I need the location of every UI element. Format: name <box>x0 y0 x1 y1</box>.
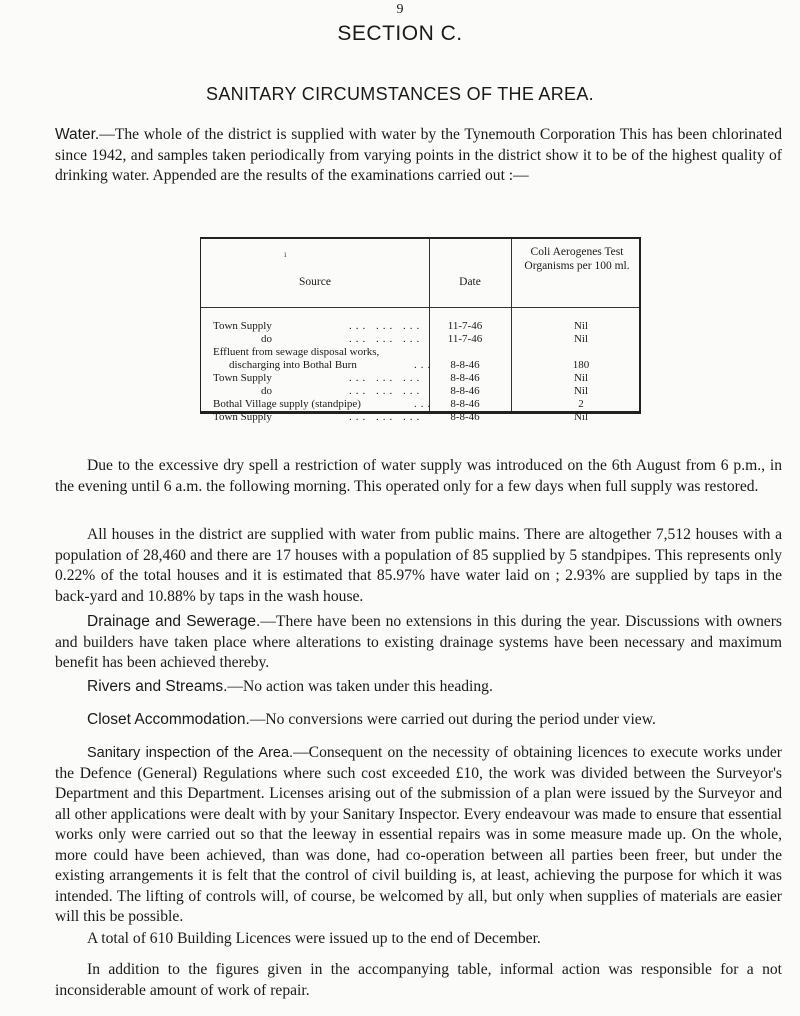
rivers-text: —No action was taken under this heading. <box>227 678 493 695</box>
water-heading: Water. <box>55 126 100 143</box>
header-coli: Coli Aerogenes Test Organisms per 100 ml. <box>524 246 630 272</box>
rivers-heading: Rivers and Streams. <box>87 678 228 695</box>
table-row <box>201 320 639 334</box>
cell-source: Effluent from sewage disposal works, <box>213 346 380 358</box>
table-row <box>201 346 639 360</box>
drainage-heading: Drainage and Sewerage. <box>87 613 261 630</box>
sanitary-text: —Consequent on the necessity of obtaining licences to execute works under the Defence (General) Regulations where such cost exceeded £10, the work was divided between the Surveyor's Department and this Department. Licenses arising out of the submission of a plan were issued by the Surveyor and all other applications were dealt with by your Sanitary Inspector. Every endeavour was made to ensure that essential works only were carried out so that the leeway in essential repairs was in some measure made up. On the whole, more could have been achieved, than was done, had co-operation between all parties been freer, but under the existing arrangements it is felt that the control of civil building is, at least, achieving the purpose for which it was intended. The lifting of controls will, of course, be welcomed by all, but only when supplies of materials are easier will this be possible. <box>55 744 782 925</box>
cell-source: Town Supply <box>213 411 272 423</box>
rivers-paragraph <box>55 677 782 698</box>
table-row <box>201 359 639 373</box>
informal-action-paragraph: In addition to the figures given in the accompanying table, informal action was responsible for a not inconsiderable amount of work of repair. <box>55 961 782 999</box>
table-row <box>201 372 639 386</box>
cell-date: 11-7-46 <box>447 333 483 345</box>
water-results-table <box>200 237 641 423</box>
cell-result: Nil <box>573 385 589 397</box>
cell-date: 11-7-46 <box>447 320 483 332</box>
water-paragraph <box>55 125 782 187</box>
table-header-rule <box>201 307 639 308</box>
cell-source: Town Supply <box>213 372 272 384</box>
section-subtitle: SANITARY CIRCUMSTANCES OF THE AREA. <box>206 84 594 104</box>
cell-result: Nil <box>573 372 589 384</box>
cell-date: 8-8-46 <box>450 411 480 423</box>
cell-result: Nil <box>573 333 589 345</box>
cell-source: Town Supply <box>213 320 272 332</box>
cell-date: 8-8-46 <box>450 385 480 397</box>
sanitary-paragraph <box>55 743 782 928</box>
drainage-paragraph <box>55 612 782 674</box>
cell-result: Nil <box>573 320 589 332</box>
closet-paragraph <box>55 710 782 731</box>
table-row <box>201 333 639 347</box>
closet-heading: Closet Accommodation. <box>87 711 250 728</box>
table-row <box>201 411 639 425</box>
table-row <box>201 398 639 412</box>
section-title: SECTION C. <box>337 22 463 45</box>
header-source: Source <box>299 276 331 288</box>
leader-dots: ... ... ... <box>349 333 424 345</box>
table-row <box>201 385 639 399</box>
sanitary-heading: Sanitary inspection of the Area. <box>87 745 294 761</box>
header-date: Date <box>459 276 481 288</box>
leader-dots: ... <box>414 359 435 371</box>
closet-text: —No conversions were carried out during the period under view. <box>249 711 656 728</box>
cell-source: do <box>261 385 272 397</box>
leader-dots: ... ... ... <box>349 320 424 332</box>
cell-date: 8-8-46 <box>450 359 480 371</box>
dry-spell-paragraph: Due to the excessive dry spell a restriction of water supply was introduced on the 6th August from 6 p.m., in the evening until 6 a.m. the following morning. This operated only for a few days when full supply was restored. <box>55 457 782 495</box>
houses-paragraph: All houses in the district are supplied with water from public mains. There are altogether 7,512 houses with a population of 28,460 and there are 17 houses with a population of 85 supplied by 5 standpipes. This represents only 0.22% of the total houses and it is estimated that 85.97% have water laid on ; 2.93% are supplied by taps in the back-yard and 10.88% by taps in the wash house. <box>55 526 782 605</box>
leader-dots: ... ... ... <box>349 385 424 397</box>
leader-dots: ... ... ... <box>349 372 424 384</box>
cell-date: 8-8-46 <box>450 372 480 384</box>
cell-source: discharging into Bothal Burn <box>229 359 357 371</box>
cell-result: 2 <box>578 398 584 410</box>
tick-mark: ı <box>284 249 287 259</box>
leader-dots: ... <box>414 398 435 410</box>
cell-source: Bothal Village supply (standpipe) <box>213 398 361 410</box>
cell-result: 180 <box>572 359 590 371</box>
water-text: —The whole of the district is supplied with water by the Tynemouth Corporation This has been chlorinated since 1942, and samples taken periodically from varying points in the district show it to be of the highest quality of drinking water. Appended are the results of the examinations carried out :— <box>55 126 782 184</box>
page-number: 9 <box>396 2 404 17</box>
cell-source: do <box>261 333 272 345</box>
licences-paragraph: A total of 610 Building Licences were issued up to the end of December. <box>87 930 541 947</box>
leader-dots: ... ... ... <box>349 411 424 423</box>
drainage-text: —There have been no extensions in this during the year. Discussions with owners and builders have taken place where alterations to existing drainage systems have been necessary and maximum benefit has been achieved thereby. <box>55 613 782 671</box>
cell-date: 8-8-46 <box>450 398 480 410</box>
cell-result: Nil <box>573 411 589 423</box>
